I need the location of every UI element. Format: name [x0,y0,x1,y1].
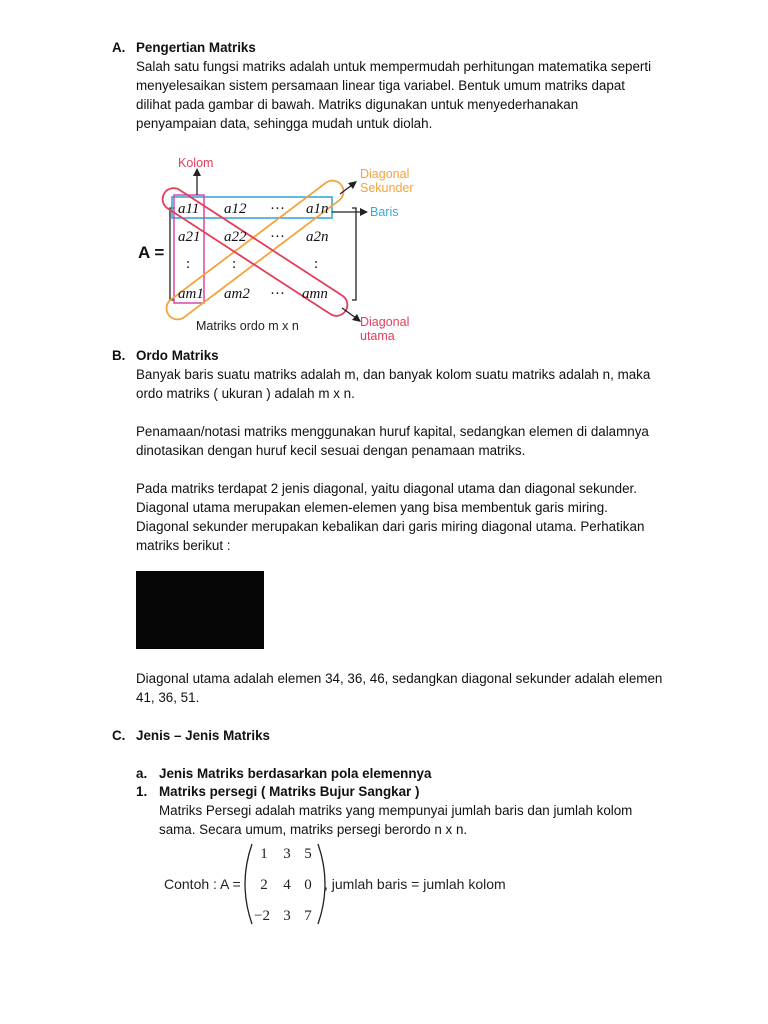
section-b-paragraph-2 [136,422,696,460]
kolom-label: Kolom [178,156,214,170]
diagonal-sekunder-label-2: Sekunder [360,181,414,195]
section-b-marker: B. [112,348,126,363]
baris-arrow-head [360,208,368,216]
matrix-name-label: A = [138,243,165,262]
text-line: Diagonal utama adalah elemen 34, 36, 46, sedangkan diagonal sekunder adalah elemen [136,671,663,686]
section-b-paragraph-4 [136,669,696,707]
subsection-a-marker: a. [136,766,148,781]
example-cell: 4 [283,877,291,893]
diagonal-sekunder-arrow-head [348,181,357,189]
subsection-1-marker: 1. [136,784,148,799]
element-a1n: a1n [306,201,329,217]
section-a-marker: A. [112,40,126,55]
example-square-matrix [160,838,520,930]
text-line: matriks berikut : [136,538,231,553]
text-line: penyampaian data, sehingga mudah untuk diolah. [136,116,433,131]
text-line: dilihat pada gambar di bawah. Matriks digunakan untuk menyederhanakan [136,97,579,112]
element-vdots-1: : [186,256,191,272]
element-dots-row4: ··· [270,286,285,302]
diagonal-utama-label-1: Diagonal [360,315,410,329]
right-bracket [352,208,356,300]
example-cell: 1 [260,846,268,862]
element-am2: am2 [224,286,250,302]
text-line: Diagonal sekunder merupakan kebalikan dari garis miring diagonal utama. Perhatikan [136,519,645,534]
element-vdots-2: : [232,256,237,272]
example-cell: 2 [260,877,268,893]
element-dots-row1: ··· [270,201,285,217]
element-a22: a22 [224,229,247,245]
element-a2n: a2n [306,229,329,245]
element-a12: a12 [224,201,247,217]
section-b-paragraph-1 [136,365,696,403]
baris-label: Baris [370,205,399,219]
text-line: ordo matriks ( ukuran ) adalah m x n. [136,386,355,401]
example-left-paren [245,844,252,924]
example-cell: −2 [254,908,270,924]
text-line: sama. Secara umum, matriks persegi berordo n x n. [159,822,468,837]
element-amn: amn [302,286,328,302]
example-cell: 3 [283,846,291,862]
text-line: Pada matriks terdapat 2 jenis diagonal, yaitu diagonal utama dan diagonal sekunder. [136,481,637,496]
element-dots-row2: ··· [270,229,285,245]
text-line: Matriks Persegi adalah matriks yang mempunyai jumlah baris dan jumlah kolom [159,803,633,818]
text-line: 41, 36, 51. [136,690,200,705]
subsection-a-title: Jenis Matriks berdasarkan pola elemennya [159,766,432,781]
diagonal-sekunder-label-1: Diagonal [360,167,410,181]
section-c-marker: C. [112,728,126,743]
text-line: Diagonal utama merupakan elemen-elemen yang bisa membentuk garis miring. [136,500,608,515]
text-line: Banyak baris suatu matriks adalah m, dan banyak kolom suatu matriks adalah n, maka [136,367,651,382]
subsection-1-title: Matriks persegi ( Matriks Bujur Sangkar ) [159,784,420,799]
section-b-paragraph-3 [136,479,696,555]
example-cell: 7 [304,908,312,924]
subsection-1-paragraph [159,801,719,839]
element-a21: a21 [178,229,201,245]
example-cell: 3 [283,908,291,924]
example-cell: 5 [304,846,312,862]
diagonal-utama-label-2: utama [360,329,395,343]
element-vdots-3: : [314,256,319,272]
text-line: menyelesaikan sistem persamaan linear tiga variabel. Bentuk umum matriks dapat [136,78,625,93]
dark-matrix-image [136,571,264,649]
figure-caption: Matriks ordo m x n [196,319,299,333]
text-line: dinotasikan dengan huruf kecil sesuai dengan penamaan matriks. [136,443,526,458]
text-line: Penamaan/notasi matriks menggunakan huruf kapital, sedangkan elemen di dalamnya [136,424,649,439]
section-a-title: Pengertian Matriks [136,40,256,55]
section-c-title: Jenis – Jenis Matriks [136,728,270,743]
example-note: , jumlah baris = jumlah kolom [324,876,506,892]
example-label: Contoh : A = [164,876,241,892]
element-am1: am1 [178,286,204,302]
section-b-title: Ordo Matriks [136,348,219,363]
text-line: Salah satu fungsi matriks adalah untuk mempermudah perhitungan matematika seperti [136,59,652,74]
section-a-paragraph [136,57,696,133]
matrix-general-form-figure [130,150,430,350]
example-cell: 0 [304,877,312,893]
element-a11: a11 [178,201,200,217]
